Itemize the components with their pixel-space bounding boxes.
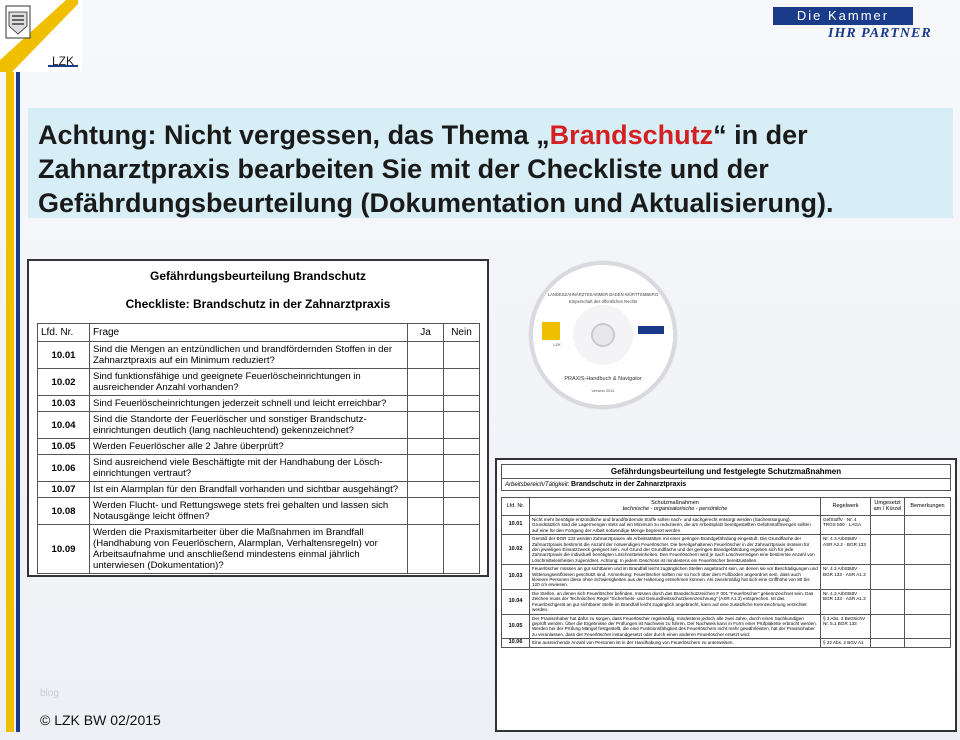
doc2-row-text: Nicht mehr benötigte entzündliche und brandfördernde Stoffe sollen nach- und sachgerecht entsorgt werden (Sachentsorgung). Grundsätzlich sind die Lagermengen stets auf ein Minimum zu reduzieren, die am Arbeitsplatz bereitgestellten Gefahrstoffmengen sollten auf eine für den Fortgang der Arbeit notwendige Menge begrenzt werden. (530, 516, 821, 535)
row-nr: 10.03 (38, 396, 90, 412)
row-nr: 10.01 (38, 342, 90, 369)
nein-cell (444, 439, 480, 455)
table-row (38, 498, 480, 525)
doc2-row-reg: § 3 Abs. 3 BetrSichV · Nr. 5.1 BGR 133 (821, 614, 871, 639)
nein-cell (444, 412, 480, 439)
doc2-header-massnahmen (530, 498, 821, 516)
row-nr: 10.05 (38, 439, 90, 455)
doc2-header-regelwerk: Regelwerk (821, 498, 871, 516)
table-row (502, 614, 951, 639)
checklist-document (27, 259, 489, 577)
doc2-row-reg: § 22 Abs. 2 BGV A1 (821, 639, 871, 647)
row-question: Sind funktionsfähige und geeignete Feuerlöscheinrichtungen in ausreichender Anzahl vorhanden? (90, 369, 408, 396)
doc2-table (501, 497, 951, 648)
table-row (502, 516, 951, 535)
row-nr: 10.04 (38, 412, 90, 439)
cd-kammer-logo-icon (638, 326, 664, 334)
footer-copyright: © LZK BW 02/2015 (40, 712, 161, 728)
doc2-row-text: Die Stellen, an denen sich Feuerlöscher befinden, müssen durch das Brandschutzzeichen F 001 "Feuerlöscher" gekennzeichnet sein. Das Zeichen muss der Technischen Regel "Sicherheits- und Gesundheitsschutzkennzeichnung" (ASR A1.3) entsprechen. Ist das Feuerlöschgerät an gut sichtbarer Stelle im Brandfall leicht zugänglich angebracht, kann auf eine zusätzliche Kennzeichnung verzichtet werden. (530, 589, 821, 614)
nein-cell (444, 342, 480, 369)
header-frage: Frage (90, 324, 408, 342)
doc2-row-text: Der Praxisinhaber hat dafür zu sorgen, dass Feuerlöscher regelmäßig, mindestens jedoch alle zwei Jahre, durch einen Sachkundigen geprüft werden. Über die Ergebnisse der Prüfungen ist Nachweis zu führen. Der Nachweis kann in Form einer Prüfplakette erbracht werden. Werden bei der Prüfung Mängel festgestellt, die eine Funktionsfähigkeit des Feuerlöschers nicht mehr gewährleisten, hat der Praxisinhaber zu veranlassen, dass der Feuerlöscher instandgesetzt oder durch einen anderen Feuerlöscher ersetzt wird. (530, 614, 821, 639)
doc2-row-text: Feuerlöscher müssen an gut sichtbaren und im Brandfall leicht zugänglichen Stellen angebracht sein, an denen sie vor Beschädigungen und Witterungseinflüssen geschützt sind. Anmerkung: Feuerlöscher sollten nur so hoch über dem Fußboden angeordnet sein, dass auch kleinere Personen diese ohne Schwierigkeiten aus der Halterung entnehmen können. Als zweckmäßig hat sich eine Griffhöhe von 80 bis 120 cm erwiesen. (530, 565, 821, 590)
doc2-header-nr: Lfd. Nr. (502, 498, 530, 516)
table-row (38, 342, 480, 369)
doc2-row-nr: 10.05 (502, 614, 530, 639)
nein-cell (444, 455, 480, 482)
doc2-row-notes (905, 639, 951, 647)
doc2-row-done (871, 565, 905, 590)
doc2-header-row (502, 498, 951, 516)
doc2-subtitle (501, 479, 951, 491)
table-row (502, 565, 951, 590)
row-nr: 10.08 (38, 498, 90, 525)
doc2-row-notes (905, 589, 951, 614)
cd-lzk-logo-icon (542, 322, 560, 340)
doc2-sub-label: Arbeitsbereich/Tätigkeit: (505, 482, 570, 488)
doc2-row-notes (905, 614, 951, 639)
decorative-bar-blue (16, 72, 20, 732)
doc2-row-reg: Nr. 4.3 ArbStättV · BGR 133 · ASR A1.3 (821, 589, 871, 614)
headline-part1: Achtung: Nicht vergessen, das Thema „ (38, 120, 550, 150)
doc2-row-text: Gemäß der BGR 133 werden Zahnarztpraxen als Arbeitsstätten mit einer geringen Brandgefährdung eingestuft. Die Grundfläche der Zahnarztpraxis bestimmt die Anzahl der notwendigen Feuerlöscher. Die bereitgehaltenen Feuerlöscher in der Zahnarztpraxis müssen für den jeweiligen Einsatzzweck geeignet sein. Auf Grund der Grundfläche und der geringen Brandgefährdung ergeben sich für jede Zahnarztpraxis die individuell benötigten Löschmitteleinheiten. Den Feuerlöschern wird je nach Löschvermögen eine bestimmte Anzahl von Löschmitteleinheiten zugeordnet. Achtung: In jedem Geschoss ist mindestens ein Feuerlöscher bereitzustellen. (530, 535, 821, 565)
doc2-row-nr: 10.01 (502, 516, 530, 535)
cd-line-2: Körperschaft des öffentlichen Rechts (568, 299, 638, 304)
table-row (38, 525, 480, 574)
ja-cell (408, 396, 444, 412)
ja-cell (408, 525, 444, 574)
doc2-title: Gefährdungsbeurteilung und festgelegte Schutzmaßnahmen (501, 464, 951, 479)
doc2-row-nr: 10.04 (502, 589, 530, 614)
cd-logo-text: LZK (553, 342, 561, 347)
kammer-logo: Die Kammer (773, 7, 913, 25)
checklist-subtitle: Checkliste: Brandschutz in der Zahnarztpraxis (125, 297, 391, 311)
doc2-row-done (871, 535, 905, 565)
ja-cell (408, 482, 444, 498)
doc2-header-massnahmen-sub: technische - organisatorische - persönliche (622, 505, 728, 512)
headline-part2: “ in der Zahnarztpraxis bearbeiten Sie mit der Checkliste und der Gefährdungsbeurteilung (Dokumentation und Aktualisierung). (38, 120, 834, 218)
kammer-tagline: IHR PARTNER (828, 26, 932, 41)
doc2-row-notes (905, 565, 951, 590)
cd-line-1: LANDESZAHNÄRZTEKAMMER BADEN-WÜRTTEMBERG (547, 292, 659, 297)
headline-highlight: Brandschutz (549, 120, 714, 150)
doc2-row-done (871, 516, 905, 535)
doc2-row-reg: Nr. 4.3 ArbStättV · BGR 133 · ASR A1.3 (821, 565, 871, 590)
row-nr: 10.02 (38, 369, 90, 396)
nein-cell (444, 498, 480, 525)
table-row (38, 369, 480, 396)
doc2-header-massnahmen-title: Schutzmaßnahmen (651, 500, 699, 507)
row-nr: 10.06 (38, 455, 90, 482)
checklist-title: Gefährdungsbeurteilung Brandschutz (149, 269, 366, 283)
cd-version: Version 2011 (591, 388, 615, 393)
nein-cell (444, 369, 480, 396)
ja-cell (408, 342, 444, 369)
risk-assessment-document (495, 458, 957, 732)
lzk-logo-text: LZK (52, 54, 75, 68)
table-row (38, 439, 480, 455)
table-row (502, 639, 951, 647)
doc2-row-nr: 10.02 (502, 535, 530, 565)
row-question: Sind ausreichend viele Beschäftigte mit der Handhabung der Lösch-einrichtungen vertraut? (90, 455, 408, 482)
doc2-row-nr: 10.06 (502, 639, 530, 647)
doc2-row-reg: Nr. 4.3 ArbStättV · ASR A2.2 · BGR 133 (821, 535, 871, 565)
table-row (38, 455, 480, 482)
row-nr: 10.09 (38, 525, 90, 574)
row-question: Werden Flucht- und Rettungswege stets frei gehalten und lassen sich Notausgänge leicht öffnen? (90, 498, 408, 525)
table-row (38, 482, 480, 498)
doc2-row-text: Eine ausreichende Anzahl von Personen ist in der Handhabung von Feuerlöschern zu unterweisen. (530, 639, 821, 647)
doc2-row-done (871, 639, 905, 647)
doc2-row-nr: 10.03 (502, 565, 530, 590)
doc2-sub-value: Brandschutz in der Zahnarztpraxis (571, 481, 687, 488)
row-question: Sind die Mengen an entzündlichen und brandfördernden Stoffen in der Zahnarztpraxis auf ein Minimum reduziert? (90, 342, 408, 369)
table-row (502, 535, 951, 565)
doc2-header-bemerkungen: Bemerkungen (905, 498, 951, 516)
row-question: Ist ein Alarmplan für den Brandfall vorhanden und sichtbar ausgehängt? (90, 482, 408, 498)
row-question: Sind Feuerlöscheinrichtungen jederzeit schnell und leicht erreichbar? (90, 396, 408, 412)
ja-cell (408, 369, 444, 396)
checklist-table (37, 323, 480, 574)
table-row (502, 589, 951, 614)
table-row (38, 396, 480, 412)
nein-cell (444, 396, 480, 412)
doc2-row-done (871, 614, 905, 639)
header-nein: Nein (444, 324, 480, 342)
cd-title: PRAXIS-Handbuch & Navigator (564, 376, 642, 382)
header-nr: Lfd. Nr. (38, 324, 90, 342)
doc2-row-reg: GefStoffV · Nr. 4 TRGS 500 · LAGA (821, 516, 871, 535)
nein-cell (444, 525, 480, 574)
nein-cell (444, 482, 480, 498)
headline-box (28, 108, 953, 218)
ja-cell (408, 455, 444, 482)
row-question: Sind die Standorte der Feuerlöscher und sonstiger Brandschutz-einrichtungen deutlich (lang nachleuchtend) gekennzeichnet? (90, 412, 408, 439)
header-ja: Ja (408, 324, 444, 342)
cd-disc-image (530, 262, 676, 408)
row-nr: 10.07 (38, 482, 90, 498)
table-row (38, 412, 480, 439)
ja-cell (408, 439, 444, 455)
row-question: Werden Feuerlöscher alle 2 Jahre überprüft? (90, 439, 408, 455)
doc2-row-done (871, 589, 905, 614)
ja-cell (408, 498, 444, 525)
ja-cell (408, 412, 444, 439)
lzk-logo (0, 0, 82, 72)
decorative-bar-yellow (6, 72, 14, 732)
doc2-row-notes (905, 516, 951, 535)
checklist-header-row (38, 324, 480, 342)
doc2-header-umgesetzt: Umgesetzt am / Kürzel (871, 498, 905, 516)
row-question: Werden die Praxismitarbeiter über die Maßnahmen im Brandfall (Handhabung von Feuerlöschern, Alarmplan, Verhaltensregeln) vor Arbeitsaufnahme und anschließend mindestens einmal jährlich unterwiesen (Dokumentation)? (90, 525, 408, 574)
doc2-row-notes (905, 535, 951, 565)
watermark: blog (40, 688, 59, 699)
